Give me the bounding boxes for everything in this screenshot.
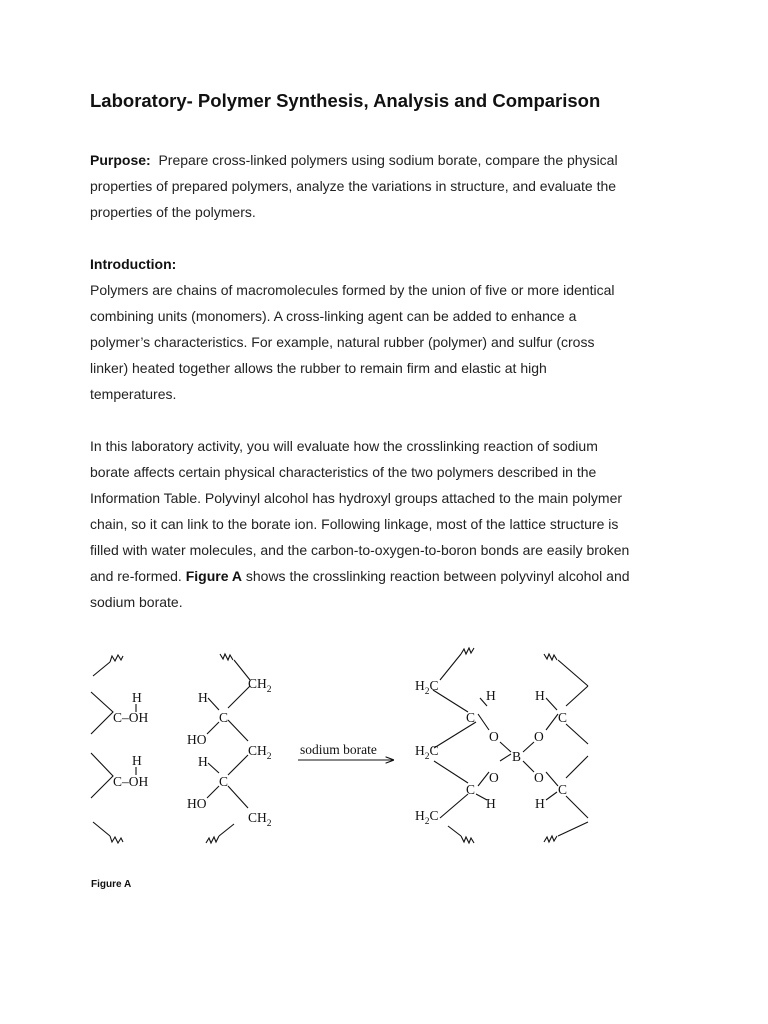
introduction-paragraph-2 [90,433,690,615]
atom-label: H [132,753,142,768]
intro-p1-line-5: temperatures. [90,386,177,402]
atom-label: H [198,754,208,769]
atom-label: O [489,770,499,785]
purpose-line-1: Prepare cross-linked polymers using sodium borate, compare the physical [158,152,618,168]
purpose-paragraph [90,147,690,225]
atom-labels [113,676,567,829]
squiggle-icon [110,836,123,843]
intro-p2-line-3: Information Table. Polyvinyl alcohol has hydroxyl groups attached to the main polymer [90,490,623,506]
introduction-paragraph-1 [90,277,690,407]
h2c-label-c: C [429,678,439,693]
atom-label: O [489,729,499,744]
intro-p2-line-2: borate affects certain physical characteristics of the two polymers described in the [90,464,597,480]
svg-text:CH2 [248,743,272,762]
intro-p2-line-7: sodium borate. [90,594,183,610]
figure-caption: Figure A [91,879,132,890]
intro-p2-line-1: In this laboratory activity, you will evaluate how the crosslinking reaction of sodium [90,438,598,454]
intro-p1-line-2: combining units (monomers). A cross-linking agent can be added to enhance a [90,308,577,324]
h2c-label-c: C [429,743,439,758]
atom-label: O [534,770,544,785]
page-title: Laboratory- Polymer Synthesis, Analysis and Comparison [90,90,601,111]
figure-a-reference: Figure A [185,568,242,584]
arrow-label: sodium borate [300,742,377,757]
intro-p2-line-6-post: shows the crosslinking reaction between polyvinyl alcohol and [241,568,630,584]
svg-text:H2C [415,808,439,827]
atom-label: C [466,710,476,725]
atom-label: H [535,796,545,811]
boron-label: B [512,749,522,764]
subscript-2: 2 [266,752,272,762]
atom-label: C [219,774,229,789]
ch2-label: CH [248,676,267,691]
intro-p2-line-4: chain, so it can link to the borate ion. Following linkage, most of the lattice structure is [90,516,619,532]
purpose-line-3: properties of the polymers. [90,204,256,220]
svg-text:CH2 [248,676,272,695]
atom-label: H [535,688,545,703]
ch2-label: CH [248,810,267,825]
atom-label: H [132,690,142,705]
purpose-label: Purpose: [90,152,151,168]
intro-p1-line-3: polymer’s characteristics. For example, natural rubber (polymer) and sulfur (cross [90,334,595,350]
atom-label: H [486,796,496,811]
intro-p2-line-5: filled with water molecules, and the carbon-to-oxygen-to-boron bonds are easily broken [90,542,630,558]
h2c-label-h: H [415,743,425,758]
svg-text:H2C [415,678,439,697]
purpose-line-2: properties of prepared polymers, analyze the variations in structure, and evaluate the [90,178,617,194]
svg-text:H2C [415,743,439,762]
subscript-2: 2 [424,752,430,762]
atom-label: C [466,782,476,797]
svg-text:CH2 [248,810,272,829]
ch2-label: CH [248,743,267,758]
atom-label: H [486,688,496,703]
crosslinking-reaction-svg [88,636,590,860]
subscript-2: 2 [424,817,430,827]
subscript-2: 2 [424,687,430,697]
intro-p1-line-4: linker) heated together allows the rubber to remain firm and elastic at high [90,360,547,376]
atom-label: C [558,782,568,797]
introduction-heading: Introduction: [90,256,177,272]
atom-label: C [219,710,229,725]
h2c-label-c: C [429,808,439,823]
intro-p1-line-1: Polymers are chains of macromolecules formed by the union of five or more identical [90,282,615,298]
atom-label: C [558,710,568,725]
hydroxyl-label: HO [187,796,207,811]
subscript-2: 2 [266,685,272,695]
atom-label: C–OH [113,710,149,725]
figure-a-diagram [88,636,590,860]
subscript-2: 2 [266,819,272,829]
h2c-label-h: H [415,678,425,693]
atom-label: H [198,690,208,705]
hydroxyl-label: HO [187,732,207,747]
atom-label: C–OH [113,774,149,789]
h2c-label-h: H [415,808,425,823]
intro-p2-line-6-pre: and re-formed. [90,568,186,584]
atom-label: O [534,729,544,744]
squiggle-icon [110,655,123,662]
